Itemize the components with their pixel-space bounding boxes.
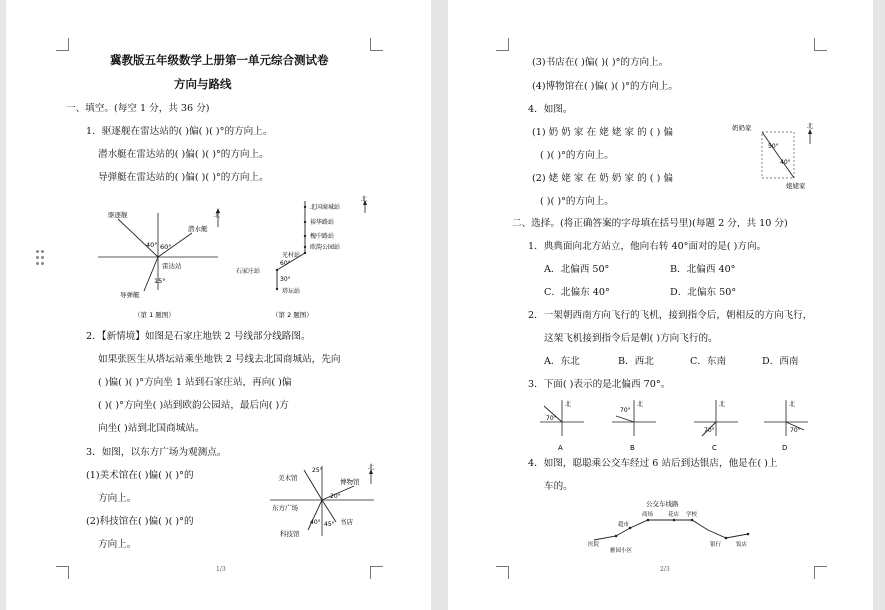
figure-1-radar [94, 205, 224, 320]
q2-line-5: 向坐( )站到北国商城站。 [98, 423, 205, 434]
fig2-station-tacheng: 塔坛站 [282, 288, 301, 295]
bus-stop-bank: 银行 [710, 542, 722, 548]
c1-question: 1．典典面向北方站立，他向右转 40°面对的是( )方向。 [528, 241, 767, 252]
drag-handle-icon[interactable] [36, 250, 45, 266]
fig3-tech-label: 科技馆 [280, 530, 300, 538]
crop-mark [370, 38, 383, 51]
q3-line-1: 3．如图，以东方广场为观测点。 [86, 447, 227, 458]
c3-b-label: B [630, 444, 635, 452]
fig2-station-shijiazhuang: 石家庄站 [236, 268, 261, 275]
c3-d-north: 北 [789, 401, 796, 408]
section-choice-heading: 二、选择。(将正确答案的字母填在括号里)(每题 2 分，共 10 分) [512, 218, 788, 229]
q2-line-4: ( )( )°方向坐( )站到欧韵公园站，最后向( )方 [98, 400, 289, 411]
page-number: 1/3 [216, 566, 226, 573]
c3-a-angle: 70° [546, 415, 557, 422]
c2-option-c: C．东南 [690, 356, 727, 367]
q1-line-1: 1．驱逐舰在雷达站的( )偏( )( )°的方向上。 [86, 126, 273, 137]
c3-c-north: 北 [719, 401, 726, 408]
bus-route-map [588, 496, 758, 560]
fig3-bookstore-label: 书店 [340, 518, 353, 526]
fig3-angle-20: 20° [330, 493, 341, 500]
fig1-submarine-label: 潜水艇 [188, 225, 208, 233]
q2-line-3: ( )偏( )( )°方向坐 1 站到石家庄站，再向( )偏 [98, 377, 292, 388]
c1-option-c: C．北偏东 40° [544, 287, 610, 298]
fig2-angle-60: 60° [280, 260, 291, 267]
q3-line-3: 方向上。 [98, 493, 137, 504]
fig2-north-label: 北 [361, 196, 368, 203]
bus-stop-hotel: 饭店 [736, 542, 748, 548]
q1-line-3: 导弹艇在雷达站的( )偏( )( )°的方向上。 [98, 172, 269, 183]
crop-mark [496, 566, 509, 579]
fig4-angle-50: 50° [768, 143, 779, 150]
section-fill-blank-heading: 一、填空。(每空 1 分，共 36 分) [66, 103, 210, 114]
bus-stop-hospital: 医院 [588, 542, 600, 548]
fig3-museum-label: 博物馆 [340, 478, 360, 486]
fig1-angle-60: 60° [160, 243, 172, 251]
bus-stop-park: 花店 [668, 512, 680, 518]
q3-line-2: (1)美术馆在( )偏( )( )°的 [86, 470, 194, 481]
c4-question-line-2: 车的。 [544, 481, 573, 492]
fig1-angle-15: 15° [154, 277, 166, 285]
c3-d-label: D [782, 444, 788, 452]
q4-1-line-a: (1) 奶 奶 家 在 姥 姥 家 的 ( ) 偏 [532, 127, 673, 138]
c2-option-d: D．西南 [762, 356, 799, 367]
fig1-destroyer-label: 驱逐舰 [108, 211, 128, 219]
c2-option-b: B．西北 [618, 356, 654, 367]
fig3-art-label: 美术馆 [278, 474, 298, 482]
c3-option-b-figure [612, 400, 656, 452]
c3-b-angle: 70° [620, 407, 631, 414]
q1-line-2: 潜水艇在雷达站的( )偏( )( )°的方向上。 [98, 149, 269, 160]
crop-mark [814, 566, 827, 579]
fig3-angle-40: 40° [310, 519, 321, 526]
fig2-station-huaizhong: 槐中路站 [310, 233, 335, 240]
fig1-north-label: 北 [214, 212, 221, 219]
c3-a-north: 北 [565, 401, 572, 408]
fig3-north-label: 北 [368, 464, 375, 471]
fig2-angle-30: 30° [280, 276, 291, 283]
fig2-station-guangcun: 光村站 [282, 252, 301, 259]
c3-angle-figures [534, 396, 834, 452]
crop-mark [814, 38, 827, 51]
q3-3-line: (3)书店在( )偏( )( )°的方向上。 [532, 57, 669, 68]
figure-2-metro-map [232, 195, 382, 320]
fig2-station-ouyun: 欧韵公园站 [310, 244, 341, 251]
c3-option-d-figure [764, 400, 808, 452]
fig1-missile-label: 导弹艇 [120, 291, 140, 299]
exam-title: 冀教版五年级数学上册第一单元综合测试卷 [110, 53, 329, 67]
c3-c-angle: 70° [704, 427, 715, 434]
crop-mark [496, 38, 509, 51]
fig2-station-yuhua: 裕华路站 [310, 219, 335, 226]
fig2-station-beiguo: 北国商城站 [310, 204, 341, 211]
q3-line-5: 方向上。 [98, 539, 137, 550]
crop-mark [56, 38, 69, 51]
c3-option-c-figure [694, 400, 738, 452]
q4-2-line-b: ( )( )°的方向上。 [540, 196, 614, 207]
exam-subtitle: 方向与路线 [174, 77, 232, 91]
q2-line-1: 2．【新情境】如图是石家庄地铁 2 号线部分线路图。 [86, 331, 311, 342]
c2-question-line-1: 2．一架朝西南方向飞行的飞机，接到指令后，朝相反的方向飞行， [528, 310, 813, 321]
fig3-angle-25: 25° [312, 467, 323, 474]
c3-a-label: A [558, 444, 563, 452]
c1-option-d: D．北偏东 50° [670, 287, 737, 298]
crop-mark [370, 566, 383, 579]
bus-stop-mall: 商场 [642, 512, 654, 518]
fig3-angle-45: 45° [324, 521, 335, 528]
fig1-radar-label: 雷达站 [162, 262, 182, 270]
fig4-nainai-label: 奶奶家 [732, 124, 752, 132]
c3-question: 3．下面( )表示的是北偏西 70°。 [528, 379, 671, 390]
c3-c-label: C [712, 444, 717, 452]
fig3-plaza-label: 东方广场 [272, 504, 298, 512]
q3-4-line: (4)博物馆在( )偏( )( )°的方向上。 [532, 81, 678, 92]
fig4-north-label: 北 [807, 123, 814, 130]
bus-route-title: 公交车线路 [646, 500, 679, 508]
c2-question-line-2: 这架飞机接到指令后是朝( )方向飞行的。 [544, 333, 718, 344]
bus-stop-community: 雅园小区 [610, 548, 633, 554]
c4-question-line-1: 4．如图，聪聪乘公交车经过 6 站后到达银店，他是在( )上 [528, 458, 778, 469]
c1-option-b: B．北偏西 40° [670, 264, 736, 275]
fig4-angle-40: 40° [780, 159, 791, 166]
fig1-caption: （第 1 题图） [134, 311, 175, 319]
q2-line-2: 如果张医生从塔坛站乘坐地铁 2 号线去北国商城站，先向 [98, 354, 341, 365]
figure-3-plaza [264, 460, 382, 548]
bus-stop-school: 学校 [686, 512, 698, 518]
c1-option-a: A．北偏西 50° [544, 264, 610, 275]
fig4-laolao-label: 姥姥家 [786, 182, 806, 190]
q4-heading: 4．如图。 [528, 104, 573, 115]
fig1-angle-40: 40° [146, 241, 158, 249]
crop-mark [56, 566, 69, 579]
fig2-caption: （第 2 题图） [272, 311, 313, 319]
figure-4-homes [730, 122, 824, 194]
c2-option-a: A．东北 [544, 356, 580, 367]
bus-stop-supermarket: 超市 [618, 522, 630, 528]
c3-d-angle: 70° [790, 427, 801, 434]
document-page-2 [448, 0, 873, 610]
c3-option-a-figure [540, 400, 584, 452]
page-number: 2/3 [660, 566, 670, 573]
q3-line-4: (2)科技馆在( )偏( )( )°的 [86, 516, 194, 527]
document-page-1 [6, 0, 431, 610]
c3-b-north: 北 [637, 401, 644, 408]
q4-2-line-a: (2) 姥 姥 家 在 奶 奶 家 的 ( ) 偏 [532, 173, 673, 184]
q4-1-line-b: ( )( )°的方向上。 [540, 150, 614, 161]
